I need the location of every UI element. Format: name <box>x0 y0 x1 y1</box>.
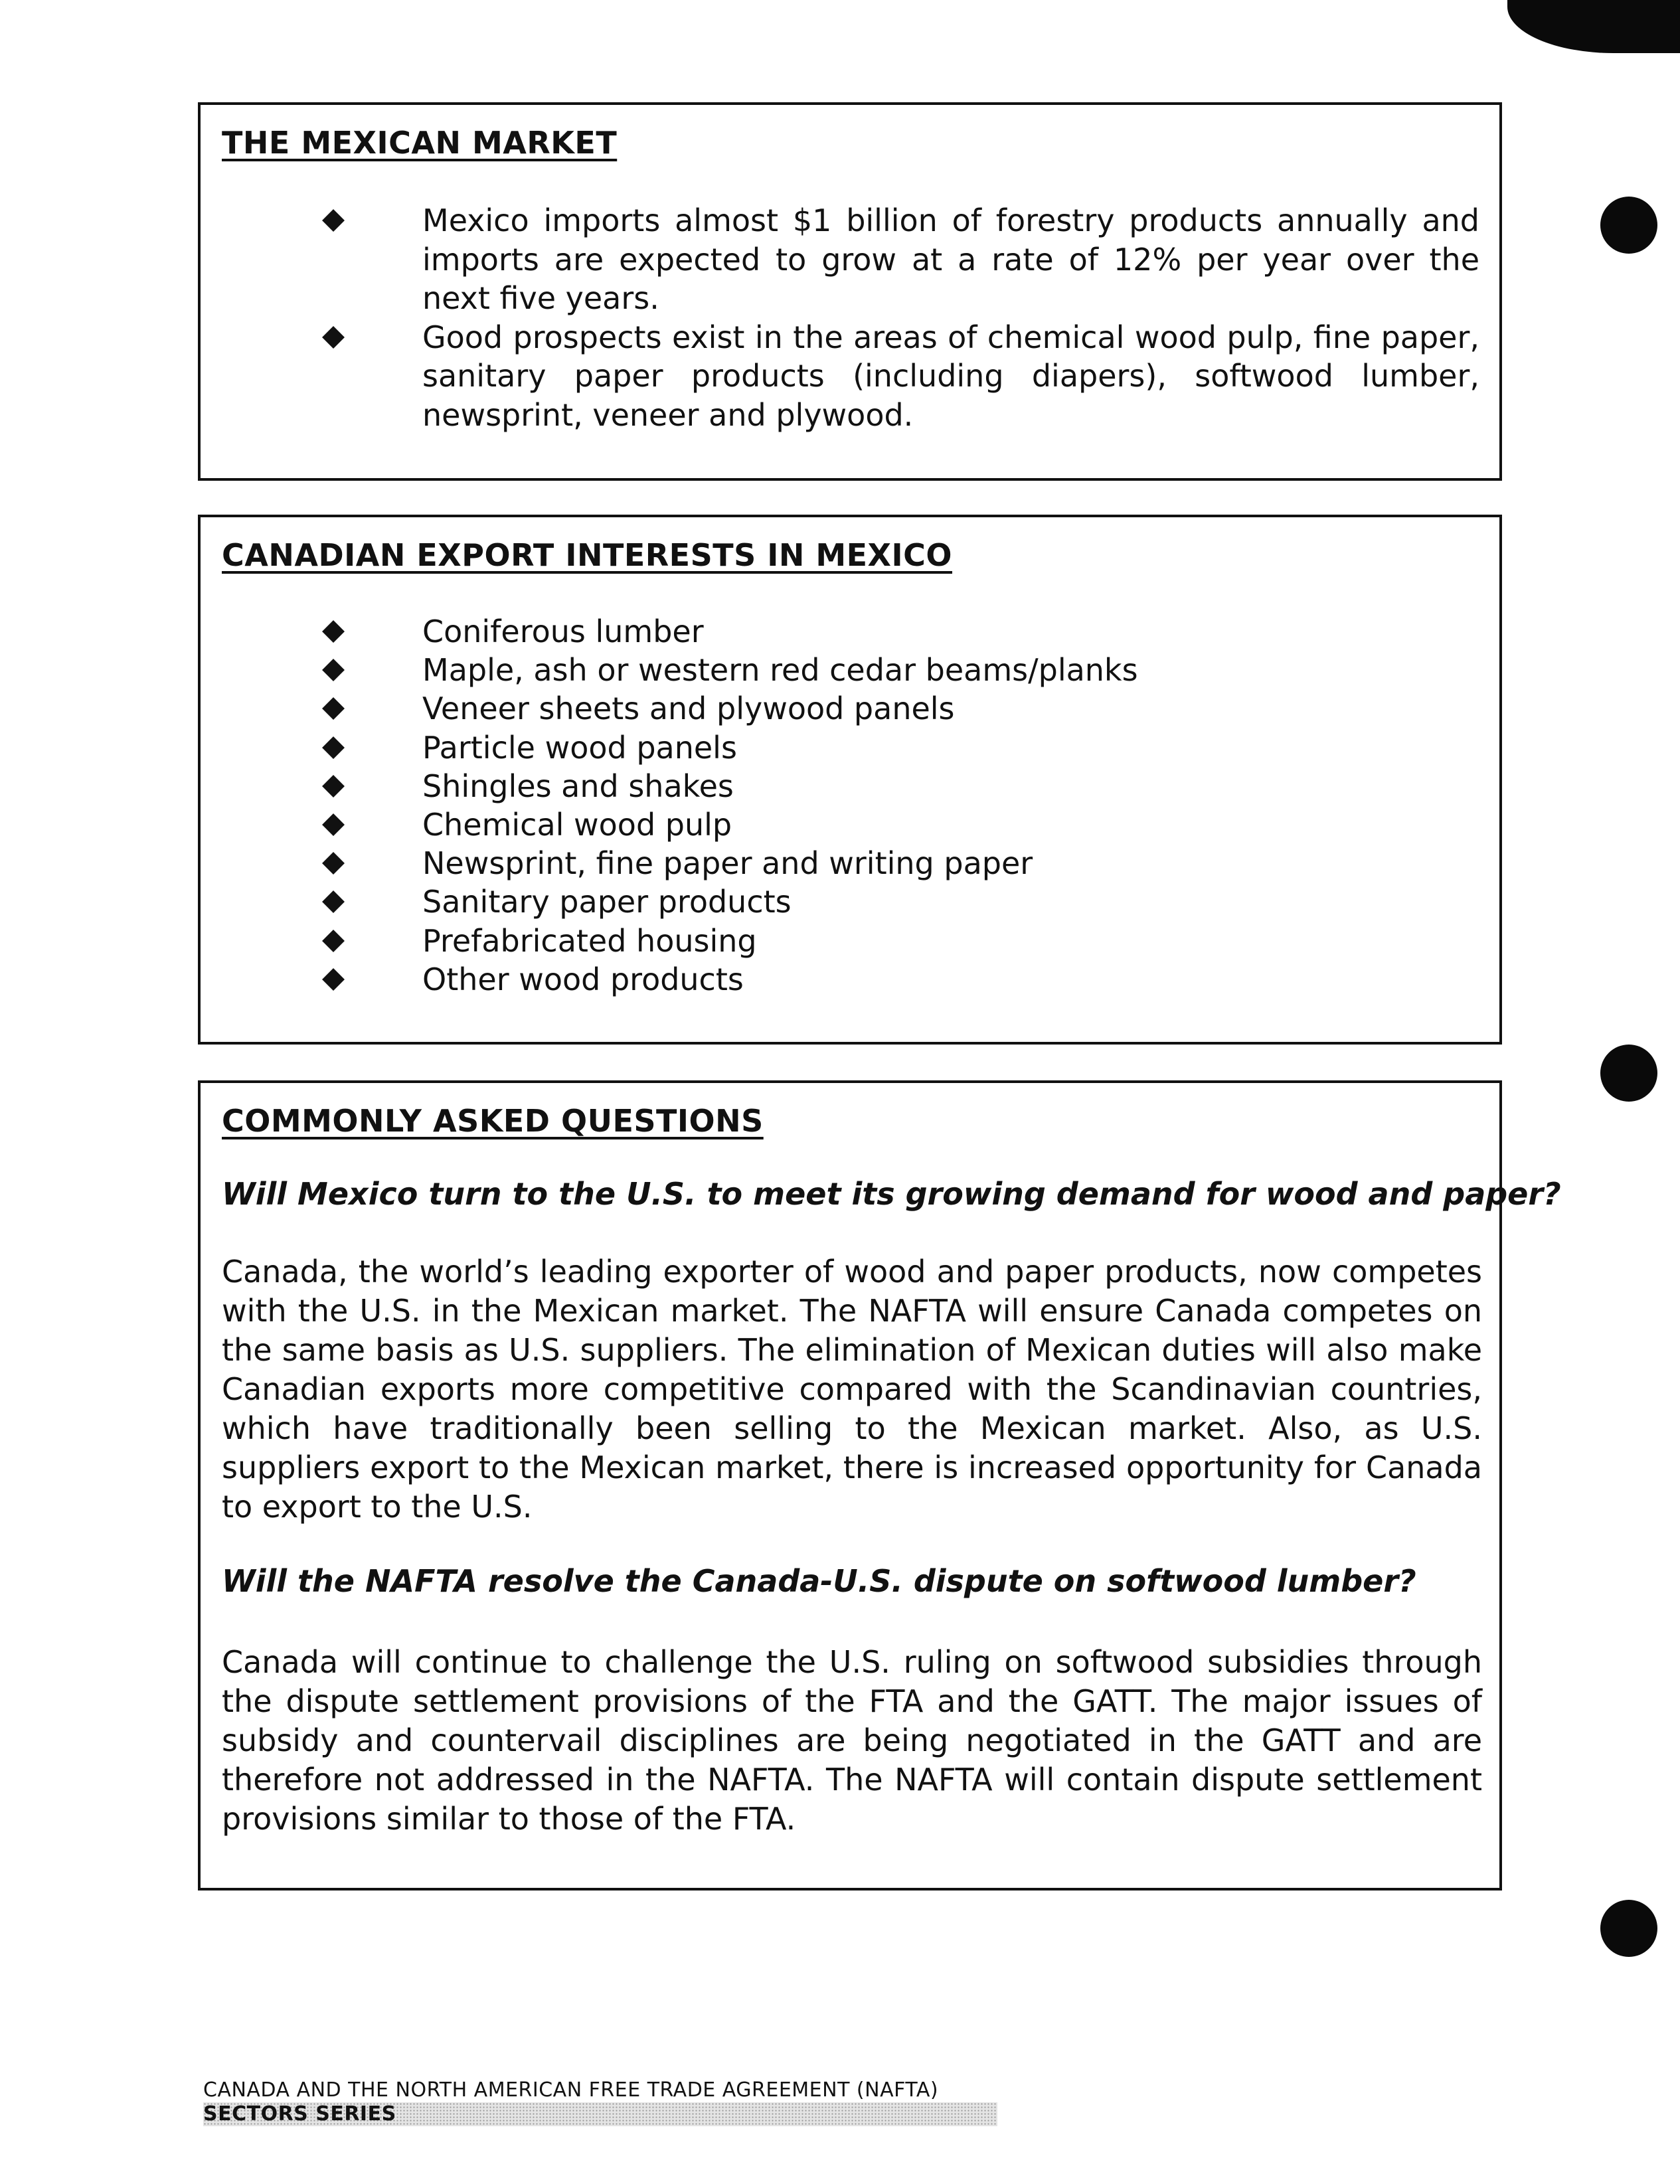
scan-corner-mark <box>1507 0 1680 53</box>
mexican-market-section <box>198 102 1502 481</box>
faq-answer: Canada, the world’s leading exporter of wood and paper products, now competes with the U.S. in the Mexican market. The NAFTA will ensure Canada competes on the same basis as U.S. suppliers. The elimination of Mexican duties will also make Canadian exports more competitive compared with the Scandinavian countries, which have traditionally been selling to the Mexican market. Also, as U.S. suppliers export to the Mexican market, there is increased opportunity for Canada to export to the U.S. <box>222 1254 1482 1525</box>
list-item <box>201 767 1499 805</box>
section-title: COMMONLY ASKED QUESTIONS <box>222 1103 764 1139</box>
diamond-bullet-icon <box>322 659 345 681</box>
page-footer <box>203 2078 997 2126</box>
list-item <box>201 844 1499 882</box>
list-item-text: Maple, ash or western red cedar beams/planks <box>422 652 1138 689</box>
diamond-bullet-icon <box>322 697 345 720</box>
diamond-bullet-icon <box>322 930 345 952</box>
list-item-text: Other wood products <box>422 961 744 997</box>
binder-hole <box>1600 1900 1657 1957</box>
bullet-list <box>201 201 1499 434</box>
diamond-bullet-icon <box>322 968 345 991</box>
list-item <box>201 651 1499 689</box>
list-item-text: Coniferous lumber <box>422 614 704 649</box>
footer-series-label: SECTORS SERIES <box>203 2102 997 2126</box>
faq-section <box>198 1080 1561 1890</box>
diamond-bullet-icon <box>322 620 345 643</box>
list-item <box>201 318 1499 435</box>
diamond-bullet-icon <box>322 890 345 913</box>
list-item-text: Veneer sheets and plywood panels <box>422 691 955 727</box>
list-item <box>201 612 1499 651</box>
list-item-text: Particle wood panels <box>422 729 737 766</box>
list-item <box>201 728 1499 767</box>
diamond-bullet-icon <box>322 775 345 798</box>
diamond-bullet-icon <box>322 813 345 836</box>
list-item-text: Prefabricated housing <box>422 922 757 959</box>
list-item <box>201 960 1499 999</box>
list-item <box>201 805 1499 844</box>
footer-line: CANADA AND THE NORTH AMERICAN FREE TRADE AGREEMENT (NAFTA) <box>203 2078 939 2102</box>
section-title: THE MEXICAN MARKET <box>222 125 618 161</box>
export-interests-section <box>198 515 1502 1045</box>
section-title: CANADIAN EXPORT INTERESTS IN MEXICO <box>222 537 953 573</box>
diamond-bullet-icon <box>322 736 345 759</box>
list-item <box>201 201 1499 318</box>
faq-question: Will the NAFTA resolve the Canada-U.S. dispute on softwood lumber? <box>222 1563 1416 1599</box>
diamond-bullet-icon <box>322 209 345 232</box>
list-item-text: Good prospects exist in the areas of chemical wood pulp, fine paper, sanitary paper products (including diapers), softwood lumber, newsprint, veneer and plywood. <box>422 319 1479 433</box>
binder-hole <box>1600 1045 1657 1102</box>
list-item-text: Chemical wood pulp <box>422 807 732 843</box>
list-item-text: Shingles and shakes <box>422 768 734 804</box>
faq-answer: Canada will continue to challenge the U.S. ruling on softwood subsidies through the dispute settlement provisions of the FTA and the GATT. The major issues of subsidy and countervail disciplines are being negotiated in the GATT and are therefore not addressed in the NAFTA. The NAFTA will contain dispute settlement provisions similar to those of the FTA. <box>222 1644 1482 1837</box>
list-item <box>201 922 1499 960</box>
bullet-list <box>201 612 1499 999</box>
diamond-bullet-icon <box>322 326 345 349</box>
list-item-text: Mexico imports almost $1 billion of forestry products annually and imports are expected to grow at a rate of 12% per year over the next five years. <box>422 203 1479 316</box>
list-item <box>201 689 1499 728</box>
binder-hole <box>1600 197 1657 254</box>
diamond-bullet-icon <box>322 852 345 875</box>
list-item-text: Newsprint, fine paper and writing paper <box>422 845 1033 882</box>
list-item-text: Sanitary paper products <box>422 884 792 920</box>
list-item <box>201 882 1499 921</box>
faq-question: Will Mexico turn to the U.S. to meet its growing demand for wood and paper? <box>222 1176 1561 1212</box>
